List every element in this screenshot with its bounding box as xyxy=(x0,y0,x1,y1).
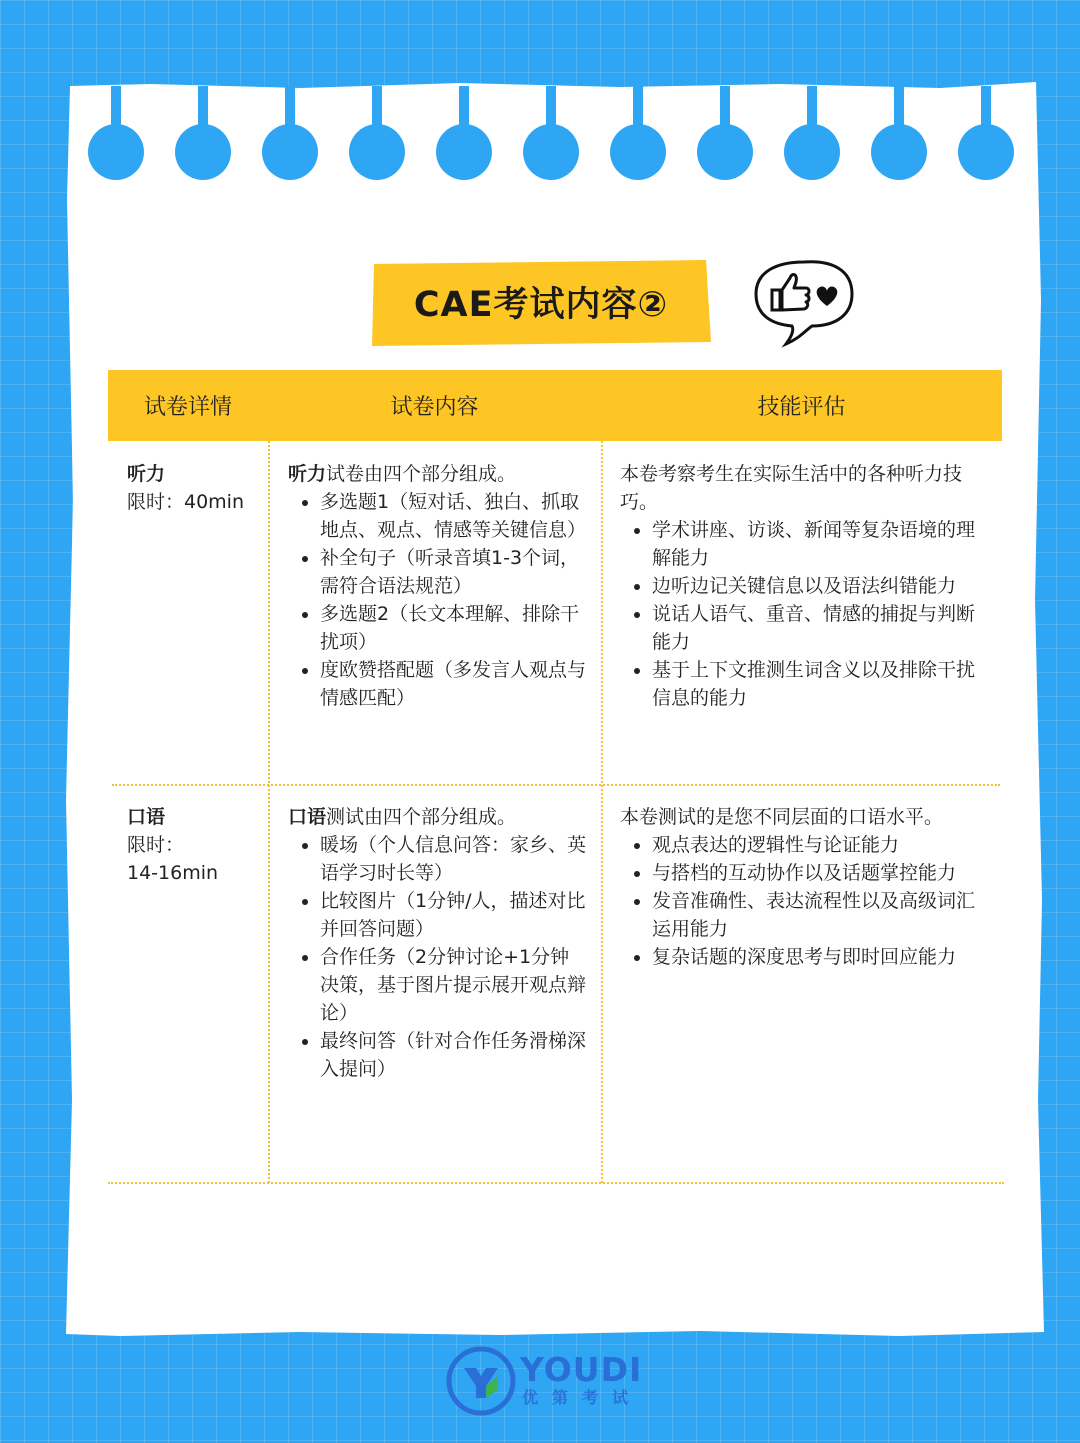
header-content: 试卷内容 xyxy=(390,395,479,420)
thumbs-up-heart-icon xyxy=(752,256,858,348)
list-item: • 学术讲座、访谈、新闻等复杂语境的理解能力 xyxy=(652,516,986,572)
list-item: • 与搭档的互动协作以及话题掌控能力 xyxy=(652,859,986,887)
header-skills: 技能评估 xyxy=(757,395,846,420)
skill-list xyxy=(620,516,986,712)
title-banner xyxy=(370,258,712,346)
skill-intro: 本卷考察考生在实际生活中的各种听力技巧。 xyxy=(620,463,963,513)
content-lead: 听力 xyxy=(288,463,327,485)
list-item: • 暖场（个人信息问答：家乡、英语学习时长等） xyxy=(320,831,586,887)
content-list xyxy=(288,488,586,712)
column-divider xyxy=(601,441,603,1183)
list-item: • 补全句子（听录音填1-3个词，需符合语法规范） xyxy=(320,544,586,600)
row-divider xyxy=(112,784,1000,786)
list-item: • 观点表达的逻辑性与论证能力 xyxy=(652,831,986,859)
section-name: 口语 xyxy=(127,806,166,828)
list-item: • 说话人语气、重音、情感的捕捉与判断能力 xyxy=(652,600,986,656)
table-row-listening-skills xyxy=(620,460,986,712)
table-row-speaking-content xyxy=(288,803,586,1083)
skill-intro: 本卷测试的是您不同层面的口语水平。 xyxy=(620,806,944,828)
youdi-logo-icon xyxy=(446,1346,516,1416)
table-row-listening-content xyxy=(288,460,586,712)
list-item: • 多选题2（长文本理解、排除干扰项） xyxy=(320,600,586,656)
table-row-listening-details xyxy=(127,460,259,516)
content-intro: 测试由四个部分组成。 xyxy=(326,806,517,828)
time-limit: 限时：40min xyxy=(127,491,245,513)
header-details: 试卷详情 xyxy=(143,395,232,420)
brand-name: YOUDI xyxy=(520,1350,643,1389)
page-title: CAE考试内容② xyxy=(413,285,669,325)
list-item: • 合作任务（2分钟讨论+1分钟决策，基于图片提示展开观点辩论） xyxy=(320,943,586,1027)
list-item: • 度欧赞搭配题（多发言人观点与情感匹配） xyxy=(320,656,586,712)
brand-subtitle: 优第考试 xyxy=(522,1388,643,1407)
table-header xyxy=(108,370,1002,441)
list-item: • 复杂话题的深度思考与即时回应能力 xyxy=(652,943,986,971)
column-divider xyxy=(268,441,270,1183)
list-item: • 基于上下文推测生词含义以及排除干扰信息的能力 xyxy=(652,656,986,712)
section-name: 听力 xyxy=(127,463,166,485)
brand-logo xyxy=(520,1352,642,1408)
time-limit: 限时： xyxy=(127,834,185,856)
list-item: • 比较图片（1分钟/人，描述对比并回答问题） xyxy=(320,887,586,943)
list-item: • 发音准确性、表达流程性以及高级词汇运用能力 xyxy=(652,887,986,943)
time-limit-value: 14-16min xyxy=(127,862,219,884)
skill-list xyxy=(620,831,986,971)
content-intro: 试卷由四个部分组成。 xyxy=(326,463,517,485)
list-item: • 多选题1（短对话、独白、抓取地点、观点、情感等关键信息） xyxy=(320,488,586,544)
content-lead: 口语 xyxy=(288,806,327,828)
list-item: • 最终问答（针对合作任务滑梯深入提问） xyxy=(320,1027,586,1083)
list-item: • 边听边记关键信息以及语法纠错能力 xyxy=(652,572,986,600)
content-list xyxy=(288,831,586,1083)
row-divider xyxy=(108,1182,1004,1184)
table-row-speaking-skills xyxy=(620,803,986,971)
table-row-speaking-details xyxy=(127,803,259,887)
